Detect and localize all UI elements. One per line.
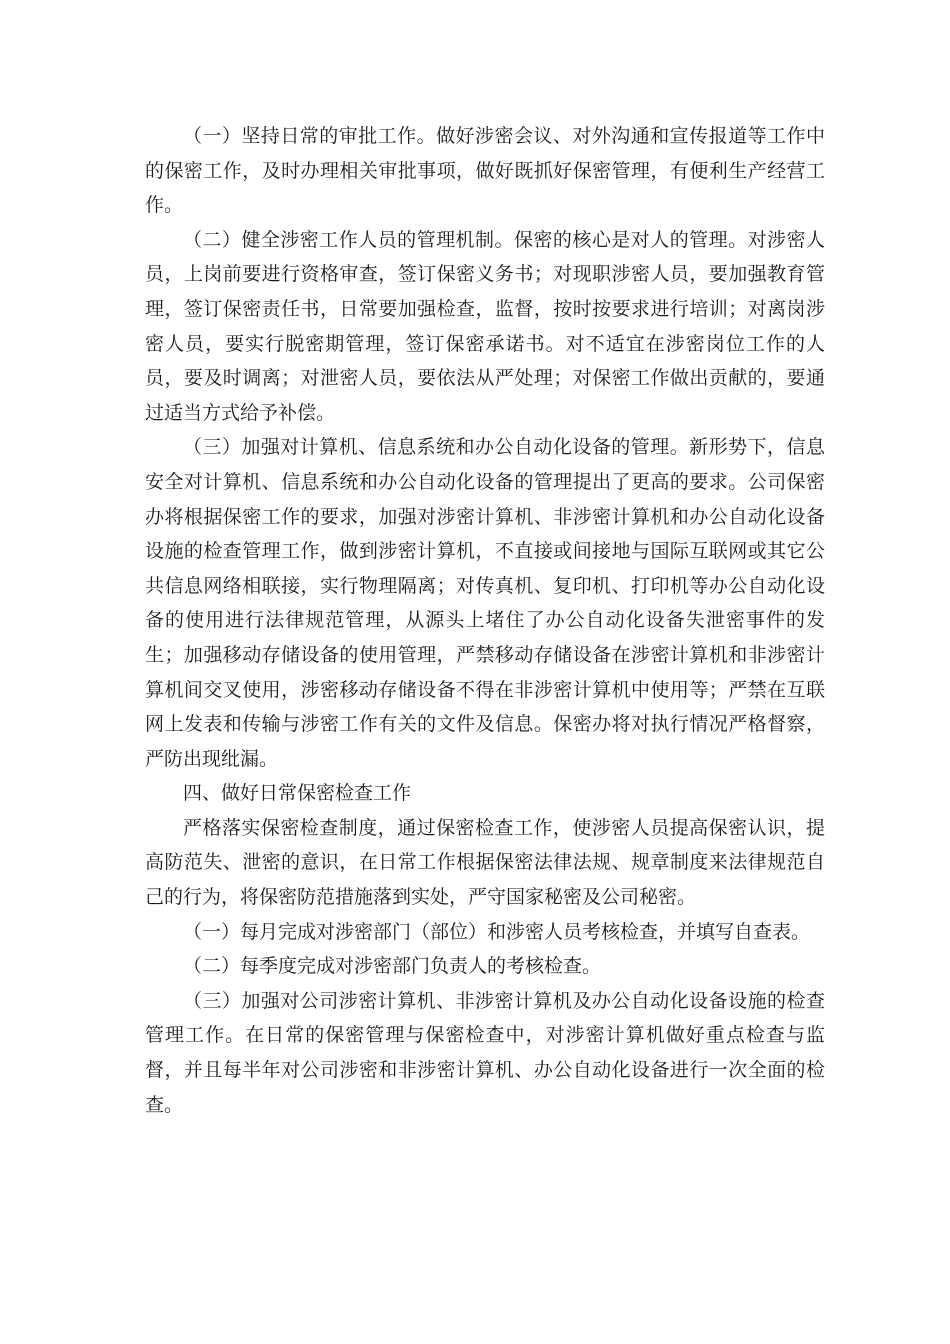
paragraph-monthly-check: （一）每月完成对涉密部门（部位）和涉密人员考核检查，并填写自查表。 xyxy=(183,920,811,943)
paragraph-personnel-mechanism: （二）健全涉密工作人员的管理机制。保密的核心是对人的管理。对涉密人员，上岗前要进行资格审查，签订保密义务书；对现职涉密人员，要加强教育管理，签订保密责任书，日常要加强检查，监督，按时按要求进行培训；对离岗涉密人员，要实行脱密期管理，签订保密承诺书。对不适宜在涉密岗位工作的人员，要及时调离；对泄密人员，要依法从严处理；对保密工作做出贡献的，要通过适当方式给予补偿。 xyxy=(145,228,825,424)
paragraph-computer-management: （三）加强对计算机、信息系统和办公自动化设备的管理。新形势下，信息安全对计算机、信息系统和办公自动化设备的管理提出了更高的要求。公司保密办将根据保密工作的要求，加强对涉密计算机、非涉密计算机和办公自动化设备设施的检查管理工作，做到涉密计算机，不直接或间接地与国际互联网或其它公共信息网络相联接，实行物理隔离；对传真机、复印机、打印机等办公自动化设备的使用进行法律规范管理，从源头上堵住了办公自动化设备失泄密事件的发生；加强移动存储设备的使用管理，严禁移动存储设备在涉密计算机和非涉密计算机间交叉使用，涉密移动存储设备不得在非涉密计算机中使用等；严禁在互联网上发表和传输与涉密工作有关的文件及信息。保密办将对执行情况严格督察，严防出现纰漏。 xyxy=(145,436,825,770)
paragraph-inspection-intro: 严格落实保密检查制度，通过保密检查工作，使涉密人员提高保密认识，提高防范失、泄密的意识，在日常工作根据保密法律法规、规章制度来法律规范自己的行为，将保密防范措施落到实处，严守国家秘密及公司秘密。 xyxy=(145,816,825,909)
section-heading-inspection: 四、做好日常保密检查工作 xyxy=(183,782,412,805)
document-body xyxy=(145,119,825,1122)
paragraph-equipment-check: （三）加强对公司涉密计算机、非涉密计算机及办公自动化设备设施的检查管理工作。在日常的保密管理与保密检查中，对涉密计算机做好重点检查与监督，并且每半年对公司涉密和非涉密计算机、办公自动化设备进行一次全面的检查。 xyxy=(145,989,825,1116)
paragraph-quarterly-check: （二）每季度完成对涉密部门负责人的考核检查。 xyxy=(183,955,602,978)
paragraph-approval-work: （一）坚持日常的审批工作。做好涉密会议、对外沟通和宣传报道等工作中的保密工作，及时办理相关审批事项，做好既抓好保密管理，有便利生产经营工作。 xyxy=(145,125,825,217)
